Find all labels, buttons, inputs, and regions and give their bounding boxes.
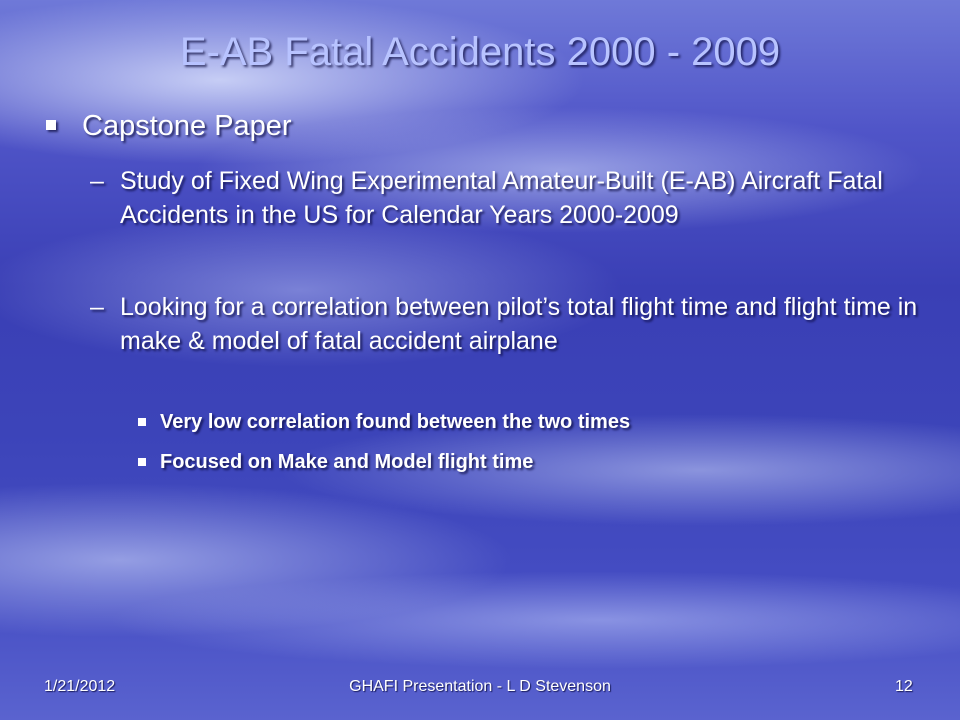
slide-title: E-AB Fatal Accidents 2000 - 2009 [179, 30, 781, 74]
dash-marker: – [90, 167, 104, 195]
square-bullet-icon [138, 418, 146, 426]
footer-presentation-title: GHAFI Presentation - L D Stevenson [349, 678, 611, 695]
sub-sub-bullet-low-correlation [138, 411, 630, 434]
sub-bullet-text: Study of Fixed Wing Experimental Amateur-Built (E-AB) Aircraft Fatal Accidents in the US for Calendar Years 2000-2009 [120, 167, 883, 229]
sub-sub-bullet-make-model [138, 451, 533, 474]
footer-page-number: 12 [895, 678, 913, 695]
square-bullet-icon [138, 458, 146, 466]
sub-sub-bullet-text: Focused on Make and Model flight time [160, 451, 534, 473]
sub-bullet-study [90, 164, 920, 232]
square-bullet-icon [46, 120, 56, 130]
footer-date: 1/21/2012 [44, 678, 116, 695]
sub-bullet-correlation [90, 290, 920, 358]
dash-marker: – [90, 293, 104, 321]
bullet-text: Capstone Paper [82, 110, 292, 142]
sub-bullet-text: Looking for a correlation between pilot’s total flight time and flight time in make & model of fatal accident airplane [120, 293, 918, 355]
sub-sub-bullet-text: Very low correlation found between the two times [160, 411, 631, 433]
